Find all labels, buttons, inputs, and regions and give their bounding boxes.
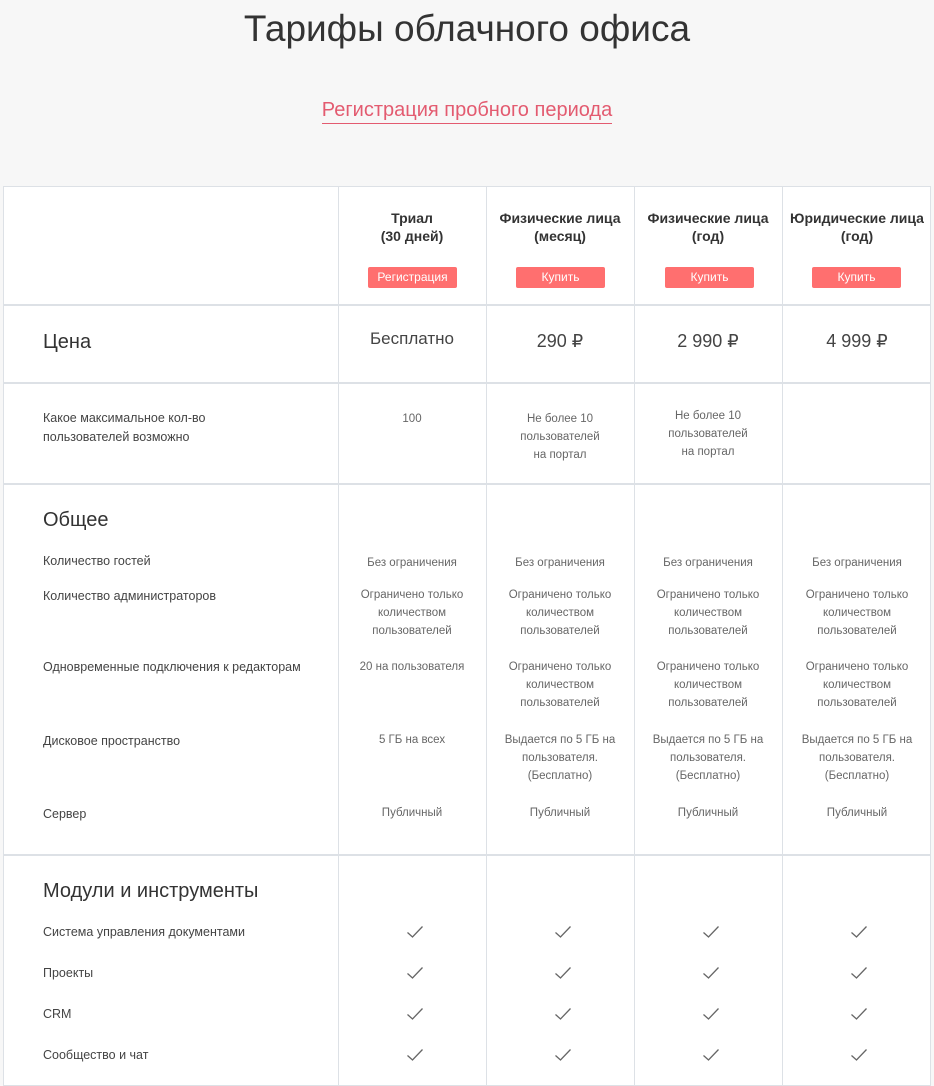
general-row-value (486, 586, 634, 640)
value-line: Не более 10 (526, 413, 594, 425)
max-users-value (486, 410, 634, 464)
max-users-value (338, 410, 486, 428)
plan-name: Физические лица (647, 210, 769, 226)
check-icon (554, 966, 572, 980)
value-line: Выдается по 5 ГБ на (801, 734, 913, 746)
value-line: пользователей (520, 625, 600, 637)
general-row-value (338, 554, 486, 572)
general-row-label: Количество администраторов (43, 589, 216, 603)
value-line: пользователей (668, 625, 748, 637)
plan-name: Физические лица (499, 210, 621, 226)
value-line: Публичный (381, 807, 443, 819)
general-row-value (782, 804, 932, 822)
module-row-label: CRM (43, 1007, 72, 1021)
value-line: 100 (402, 413, 422, 425)
value-line: Публичный (529, 807, 591, 819)
value-line: количеством (673, 679, 743, 691)
check-icon (554, 1007, 572, 1021)
value-line: Ограничено только (805, 589, 909, 601)
module-row-label: Система управления документами (43, 925, 245, 939)
value-line: Без ограничения (515, 557, 605, 569)
value-line: количеством (673, 607, 743, 619)
max-users-label (43, 409, 205, 447)
plan-name: Триал (391, 210, 433, 226)
plan-header (782, 209, 932, 245)
buy-button[interactable]: Купить (812, 267, 901, 288)
pricing-table (3, 186, 931, 1086)
general-row-label: Одновременные подключения к редакторам (43, 660, 301, 674)
general-row-value (486, 804, 634, 822)
value-line: (Бесплатно) (675, 770, 741, 782)
value-line: Ограничено только (508, 589, 612, 601)
plan-period: (30 дней) (380, 228, 444, 244)
value-line: Не более 10 (674, 410, 742, 422)
value-line: количеством (822, 607, 892, 619)
price-value: 4 999 ₽ (826, 331, 888, 351)
value-line: пользователей (817, 625, 897, 637)
buy-button[interactable]: Купить (665, 267, 754, 288)
value-line: пользователей (520, 697, 600, 709)
general-row-value (634, 554, 782, 572)
check-icon (702, 925, 720, 939)
general-row-label: Количество гостей (43, 554, 151, 568)
check-icon (702, 966, 720, 980)
general-row-value (338, 586, 486, 640)
price-label: Цена (43, 331, 92, 353)
value-line: количеством (525, 679, 595, 691)
check-icon (702, 1007, 720, 1021)
value-line: (Бесплатно) (527, 770, 593, 782)
general-row-value (782, 731, 932, 785)
general-row-label: Дисковое пространство (43, 734, 181, 748)
value-line: количеством (377, 607, 447, 619)
plan-name: Юридические лица (790, 210, 924, 226)
value-line: пользователей (668, 428, 748, 440)
check-icon (554, 1048, 572, 1062)
general-row-value (634, 804, 782, 822)
general-row-value (486, 658, 634, 712)
modules-heading: Модули и инструменты (43, 880, 259, 902)
value-line: 20 на пользователя (359, 661, 465, 673)
value-line: Выдается по 5 ГБ на (504, 734, 616, 746)
price-value: 2 990 ₽ (677, 331, 739, 351)
check-icon (406, 1048, 424, 1062)
general-row-value (338, 804, 486, 822)
general-row-label: Сервер (43, 807, 87, 821)
value-line: пользователя. (818, 752, 896, 764)
general-row-value (486, 554, 634, 572)
plan-period: (год) (691, 228, 725, 244)
check-icon (702, 1048, 720, 1062)
value-line: 5 ГБ на всех (378, 734, 446, 746)
row-divider (4, 483, 930, 485)
value-line: пользователя. (521, 752, 599, 764)
value-line: Ограничено только (508, 661, 612, 673)
check-icon (554, 925, 572, 939)
check-icon (406, 1007, 424, 1021)
page-title: Тарифы облачного офиса (243, 8, 691, 49)
check-icon (850, 966, 868, 980)
plan-period: (месяц) (534, 228, 586, 244)
general-row-value (634, 658, 782, 712)
value-line: количеством (822, 679, 892, 691)
general-row-value (782, 658, 932, 712)
module-row-label: Проекты (43, 966, 94, 980)
row-divider (4, 382, 930, 384)
value-line: на портал (681, 446, 735, 458)
register-button[interactable]: Регистрация (368, 267, 457, 288)
check-icon (850, 925, 868, 939)
value-line: пользователей (520, 431, 600, 443)
general-row-value (634, 731, 782, 785)
value-line: Публичный (677, 807, 739, 819)
plan-header (486, 209, 634, 245)
value-line: Без ограничения (812, 557, 902, 569)
value-line: пользователей (372, 625, 452, 637)
value-line: Без ограничения (663, 557, 753, 569)
max-users-label-line: Какое максимальное кол-во (43, 411, 206, 425)
value-line: Ограничено только (805, 661, 909, 673)
price-value: 290 ₽ (536, 331, 584, 351)
check-icon (406, 966, 424, 980)
max-users-value (634, 407, 782, 461)
value-line: Выдается по 5 ГБ на (652, 734, 764, 746)
value-line: Ограничено только (360, 589, 464, 601)
general-row-value (486, 731, 634, 785)
value-line: Без ограничения (367, 557, 457, 569)
general-row-value (634, 586, 782, 640)
value-line: Публичный (826, 807, 888, 819)
module-row-label: Сообщество и чат (43, 1048, 149, 1062)
general-row-value (338, 658, 486, 676)
check-icon (406, 925, 424, 939)
value-line: пользователей (817, 697, 897, 709)
general-row-value (338, 731, 486, 749)
trial-registration-link[interactable]: Регистрация пробного периода (322, 99, 612, 124)
plan-header (634, 209, 782, 245)
trial-link-wrap (0, 99, 934, 122)
value-line: количеством (525, 607, 595, 619)
value-line: Ограничено только (656, 589, 760, 601)
plan-period: (год) (840, 228, 874, 244)
value-line: пользователя. (669, 752, 747, 764)
row-divider (4, 854, 930, 856)
check-icon (850, 1048, 868, 1062)
value-line: пользователей (668, 697, 748, 709)
general-heading: Общее (43, 509, 109, 531)
value-line: (Бесплатно) (824, 770, 890, 782)
max-users-label-line: пользователей возможно (43, 430, 190, 444)
check-icon (850, 1007, 868, 1021)
price-value: Бесплатно (370, 329, 454, 348)
value-line: Ограничено только (656, 661, 760, 673)
buy-button[interactable]: Купить (516, 267, 605, 288)
general-row-value (782, 586, 932, 640)
general-row-value (782, 554, 932, 572)
row-divider (4, 304, 930, 306)
plan-header (338, 209, 486, 245)
value-line: на портал (533, 449, 587, 461)
